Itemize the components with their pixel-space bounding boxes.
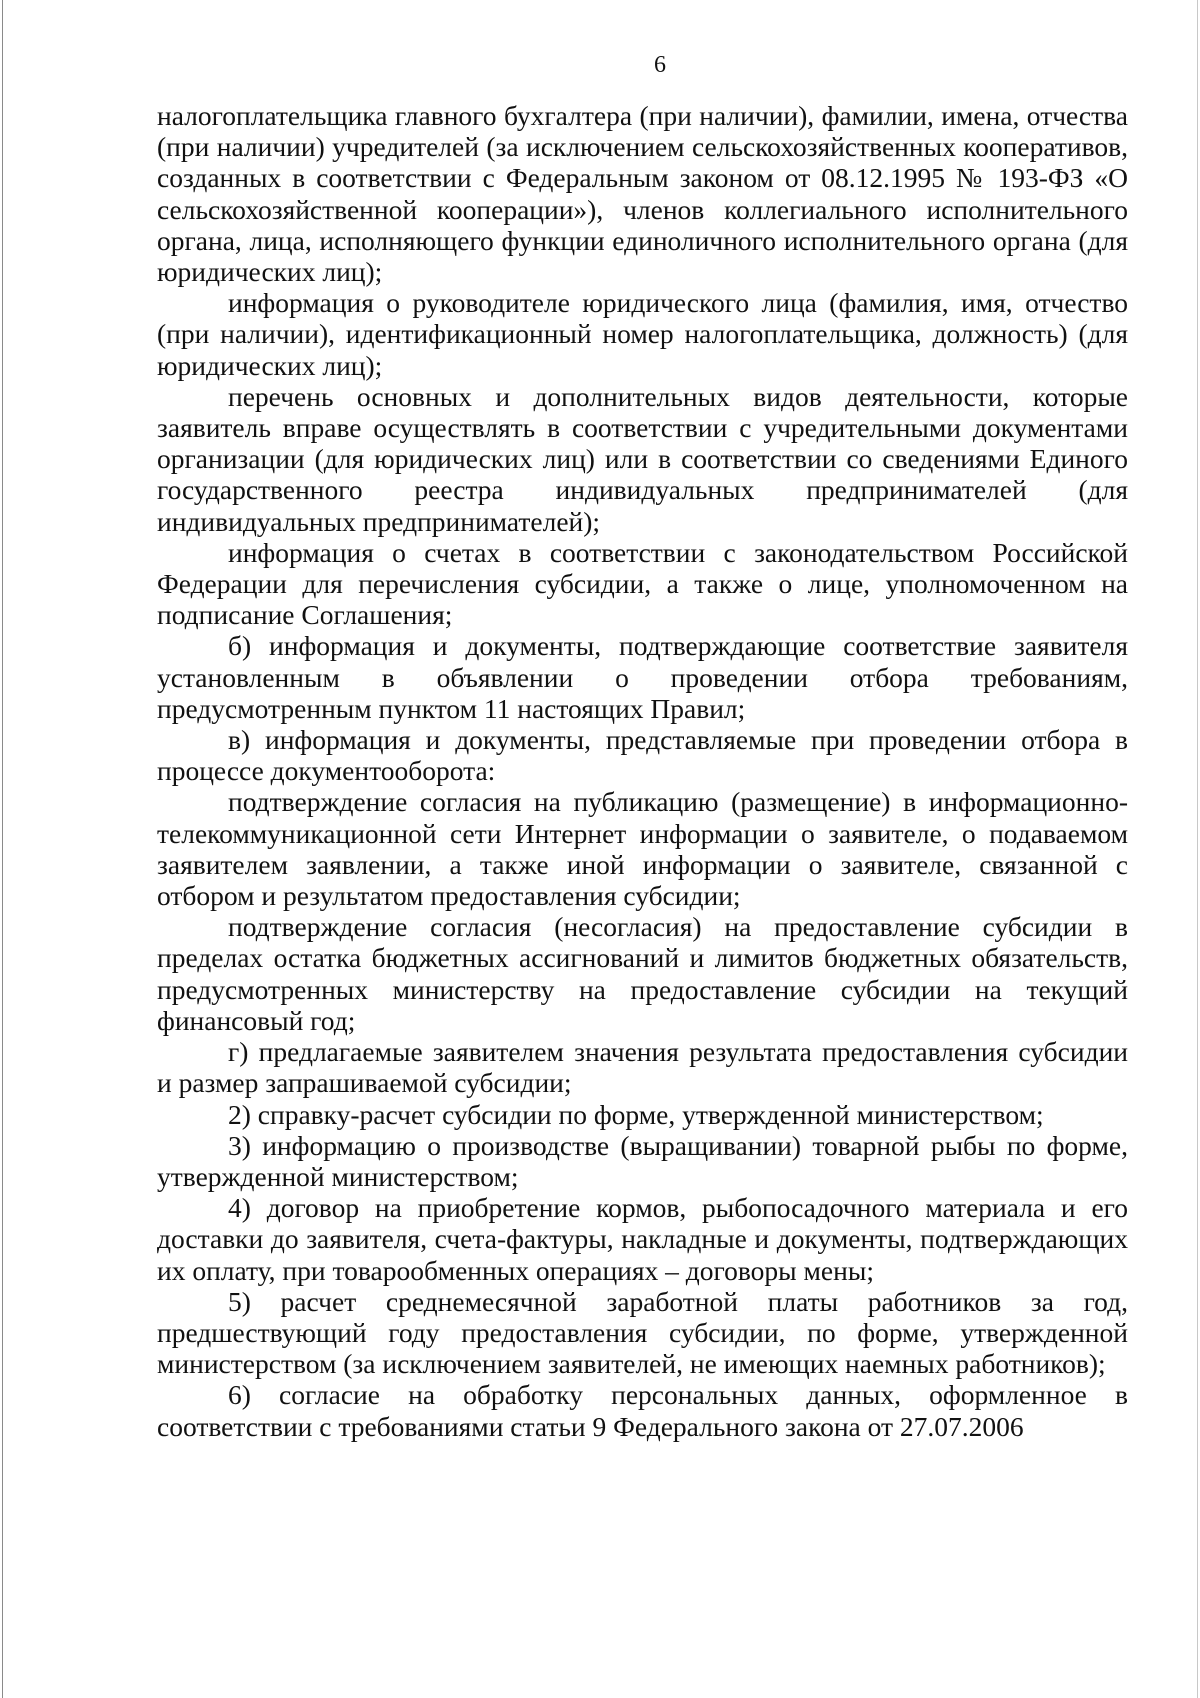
paragraph-item-2: 2) справку-расчет субсидии по форме, утвержденной министерством; xyxy=(228,1098,1044,1130)
paragraph-item-6: 6) согласие на обработку персональных данных, оформленное в соответствии с требованиями статьи 9 Федерального закона от 27.07.2006 xyxy=(157,1379,1128,1442)
paragraph-continuation: налогоплательщика главного бухгалтера (при наличии), фамилии, имена, отчества (при наличии) учредителей (за исключением сельскохозяйственных кооперативов, созданных в соответствии с Федеральным законом от 08.12.1995 № 193-ФЗ «О сельскохозяйственной кооперации»), членов коллегиального исполнительного органа, лица, исполняющего функции единоличного исполнительного органа (для юридических лиц); xyxy=(157,100,1128,288)
paragraph-item-b: б) информация и документы, подтверждающие соответствие заявителя установленным в объявлении о проведении отбора требованиям, предусмотренным пунктом 11 настоящих Правил; xyxy=(157,630,1128,724)
paragraph-accounts-info: информация о счетах в соответствии с законодательством Российской Федерации для перечисления субсидии, а также о лице, уполномоченном на подписание Соглашения; xyxy=(157,536,1128,631)
paragraph-item-g: г) предлагаемые заявителем значения результата предоставления субсидии и размер запрашиваемой субсидии; xyxy=(157,1036,1128,1099)
paragraph-publication-consent: подтверждение согласия на публикацию (размещение) в информационно-телекоммуникационной сети Интернет информации о заявителе, о подаваемом заявителем заявлении, а также иной информации о заявителе, связанной с отбором и результатом предоставления субсидии; xyxy=(157,786,1128,912)
document-body xyxy=(157,100,1128,1442)
paragraph-item-5: 5) расчет среднемесячной заработной платы работников за год, предшествующий году предоставления субсидии, по форме, утвержденной министерством (за исключением заявителей, не имеющих наемных работников); xyxy=(157,1285,1128,1380)
paragraph-item-4: 4) договор на приобретение кормов, рыбопосадочного материала и его доставки до заявителя, счета-фактуры, накладные и документы, подтверждающих их оплату, при товарообменных операциях – договоры мены; xyxy=(157,1192,1128,1286)
page-number: 6 xyxy=(654,52,666,78)
paragraph-item-v: в) информация и документы, представляемые при проведении отбора в процессе документооборота: xyxy=(157,724,1128,787)
scan-edge-right xyxy=(1197,0,1198,1698)
paragraph-item-3: 3) информацию о производстве (выращивании) товарной рыбы по форме, утвержденной министерством; xyxy=(157,1129,1128,1192)
paragraph-manager-info: информация о руководителе юридического лица (фамилия, имя, отчество (при наличии), идентификационный номер налогоплательщика, должность) (для юридических лиц); xyxy=(157,287,1128,381)
paragraph-budget-consent: подтверждение согласия (несогласия) на предоставление субсидии в пределах остатка бюджетных ассигнований и лимитов бюджетных обязательств, предусмотренных министерству на предоставление субсидии на текущий финансовый год; xyxy=(157,911,1128,1036)
scan-edge-left xyxy=(2,0,3,1698)
paragraph-activity-list: перечень основных и дополнительных видов деятельности, которые заявитель вправе осуществлять в соответствии с учредительными документами организации (для юридических лиц) или в соответствии со сведениями Единого государственного реестра индивидуальных предпринимателей (для индивидуальных предпринимателей); xyxy=(157,380,1128,537)
